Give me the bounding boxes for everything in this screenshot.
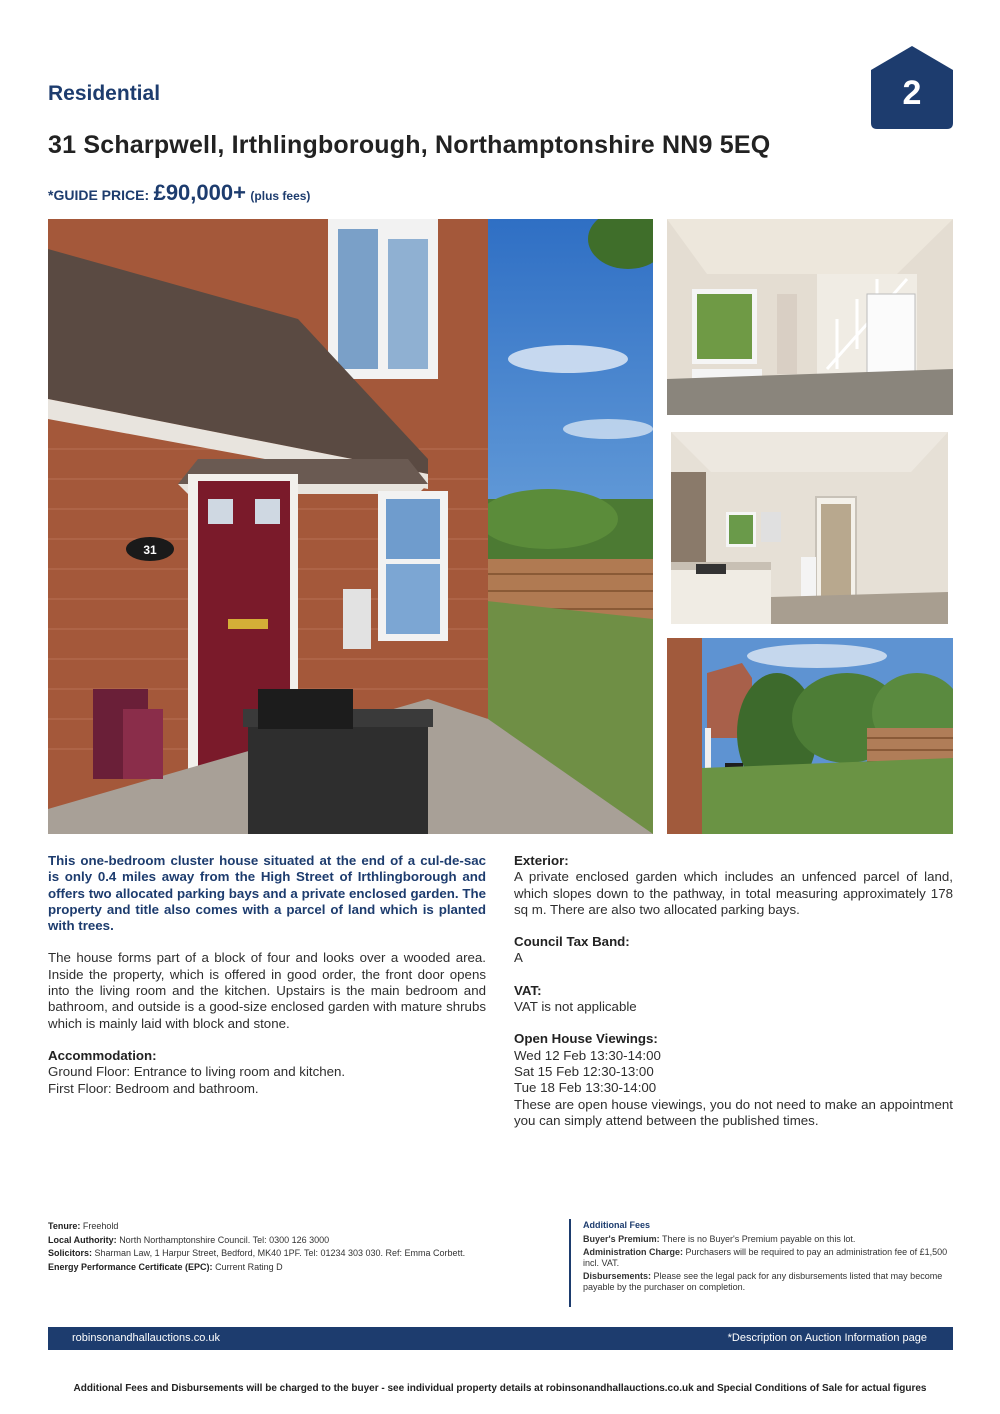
bottom-note: Additional Fees and Disbursements will be charged to the buyer - see individual property details at robinsonandhallauctions.co.uk and Special Conditions of Sale for actual figures xyxy=(73,1383,927,1394)
legal-info xyxy=(48,1220,548,1274)
council-tax-heading: Council Tax Band: xyxy=(514,934,630,950)
epc-value: Current Rating D xyxy=(215,1261,283,1272)
banner-note: *Description on Auction Information page xyxy=(727,1332,927,1344)
admin-line xyxy=(583,1247,953,1269)
accommodation-line: First Floor: Bedroom and bathroom. xyxy=(48,1080,259,1096)
exterior-text: A private enclosed garden which includes an unfenced parcel of land, which slopes down to the pathway, in total measuring approximately 178 sq m. There are also two allocated parking bays. xyxy=(514,869,953,917)
council-tax-value: A xyxy=(514,950,523,966)
fees-heading: Additional Fees xyxy=(583,1220,651,1230)
viewing-slot: Wed 12 Feb 13:30-14:00 xyxy=(514,1047,661,1063)
exterior-heading: Exterior: xyxy=(514,853,569,868)
premium-line xyxy=(583,1234,953,1245)
front-exterior-photo xyxy=(48,219,653,834)
body-paragraph: The house forms part of a block of four and looks over a wooded area. Inside the property, which is offered in good order, the front door opens into the living room and the kitchen. Upstairs is the main bedroom and bathroom, and outside is a good-size enclosed garden with mature shrubs which is mainly laid with block and stone. xyxy=(48,950,486,1031)
footer-banner xyxy=(48,1327,953,1350)
description-column xyxy=(48,853,486,1097)
guide-price-value: £90,000+ xyxy=(153,180,246,205)
kitchen-photo xyxy=(671,432,948,624)
authority-value: North Northamptonshire Council. Tel: 0300 126 3000 xyxy=(119,1234,330,1245)
disbursements-line xyxy=(583,1271,953,1293)
section-label: Residential xyxy=(48,82,161,105)
viewing-slot: Sat 15 Feb 12:30-13:00 xyxy=(514,1063,654,1079)
disbursements-label: Disbursements: xyxy=(583,1271,652,1281)
property-address: 31 Scharpwell, Irthlingborough, Northamptonshire NN9 5EQ xyxy=(48,131,771,159)
vat-heading: VAT: xyxy=(514,982,542,998)
guide-price-label: *GUIDE PRICE: xyxy=(48,187,150,203)
admin-value: Purchasers will be required to pay an administration fee of £1,500 incl. VAT. xyxy=(583,1247,948,1268)
premium-label: Buyer's Premium: xyxy=(583,1234,660,1244)
footer-divider xyxy=(569,1219,571,1307)
vat-value: VAT is not applicable xyxy=(514,999,637,1015)
website-link[interactable]: robinsonandhallauctions.co.uk xyxy=(72,1332,220,1344)
tenure-label: Tenure: xyxy=(48,1221,81,1231)
solicitors-line xyxy=(48,1247,548,1261)
viewings-heading: Open House Viewings: xyxy=(514,1031,658,1047)
authority-line xyxy=(48,1234,548,1248)
lot-number: 2 xyxy=(902,74,922,112)
guide-price xyxy=(48,180,310,206)
epc-line xyxy=(48,1261,548,1275)
solicitors-label: Solicitors: xyxy=(48,1248,93,1258)
garden-photo xyxy=(667,638,953,834)
accommodation-heading: Accommodation: xyxy=(48,1047,157,1063)
intro-paragraph: This one-bedroom cluster house situated at the end of a cul-de-sac is only 0.4 miles away from the High Street of Irthlingborough and offers two allocated parking bays and a private enclosed garden. The property and title also comes with a parcel of land which is planted with trees. xyxy=(48,853,486,934)
viewing-slot: Tue 18 Feb 13:30-14:00 xyxy=(514,1080,657,1096)
tenure-line xyxy=(48,1220,548,1234)
epc-label: Energy Performance Certificate (EPC): xyxy=(48,1261,213,1272)
additional-fees xyxy=(583,1220,953,1295)
disbursements-value: Please see the legal pack for any disbursements listed that may become payable by the purchaser on completion. xyxy=(583,1271,943,1292)
admin-label: Administration Charge: xyxy=(583,1247,684,1257)
lot-badge xyxy=(871,46,953,129)
house-number-plaque: 31 xyxy=(143,543,157,557)
accommodation-line: Ground Floor: Entrance to living room and kitchen. xyxy=(48,1064,346,1080)
living-room-photo xyxy=(667,219,953,415)
guide-price-fees: (plus fees) xyxy=(250,189,311,203)
details-column xyxy=(514,853,953,1129)
authority-label: Local Authority: xyxy=(48,1234,117,1245)
tenure-value: Freehold xyxy=(82,1221,119,1231)
viewings-note: These are open house viewings, you do not need to make an appointment you can simply attend between the published times. xyxy=(514,1096,953,1128)
premium-value: There is no Buyer's Premium payable on this lot. xyxy=(662,1234,856,1244)
solicitors-value: Sharman Law, 1 Harpur Street, Bedford, MK40 1PF. Tel: 01234 303 030. Ref: Emma Corbett. xyxy=(94,1248,466,1258)
